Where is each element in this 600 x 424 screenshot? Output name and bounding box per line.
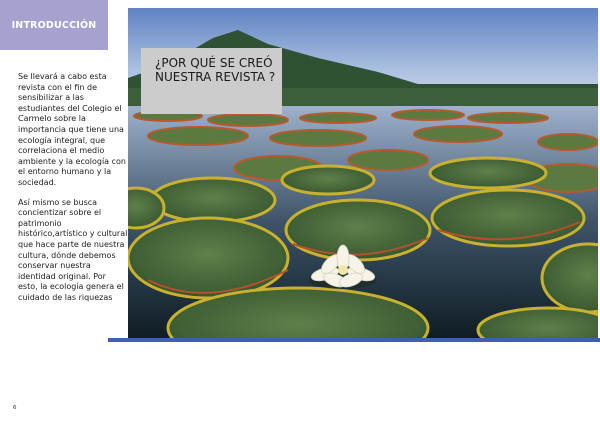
title-line-2: NUESTRA REVISTA ?: [155, 70, 276, 84]
section-tab: [0, 0, 108, 50]
intro-paragraph: Se llevará a cabo esta revista con el fin de sensibilizar a las estudiantes del Colegio el Carmelo sobre la importancia que tiene una ecología integral, que correlaciona el medio ambiente y la ecología con el entorno humano y la sociedad.: [18, 72, 126, 187]
page-number: 6: [13, 405, 17, 411]
second-paragraph: Así mismo se busca concientizar sobre el patrimonio histórico,artístico y cultural que hace parte de nuestra cultura, dónde debemos conservar nuestra identidad original. Por esto, la ecología genera el cuidado de las riquezas: [18, 197, 128, 302]
title-line-1: ¿POR QUÉ SE CREÓ: [155, 56, 273, 70]
title-box: [141, 48, 282, 114]
body-text-column: [18, 72, 128, 312]
accent-bar: [108, 338, 600, 342]
section-tab-label: INTRODUCCIÓN: [11, 19, 97, 31]
